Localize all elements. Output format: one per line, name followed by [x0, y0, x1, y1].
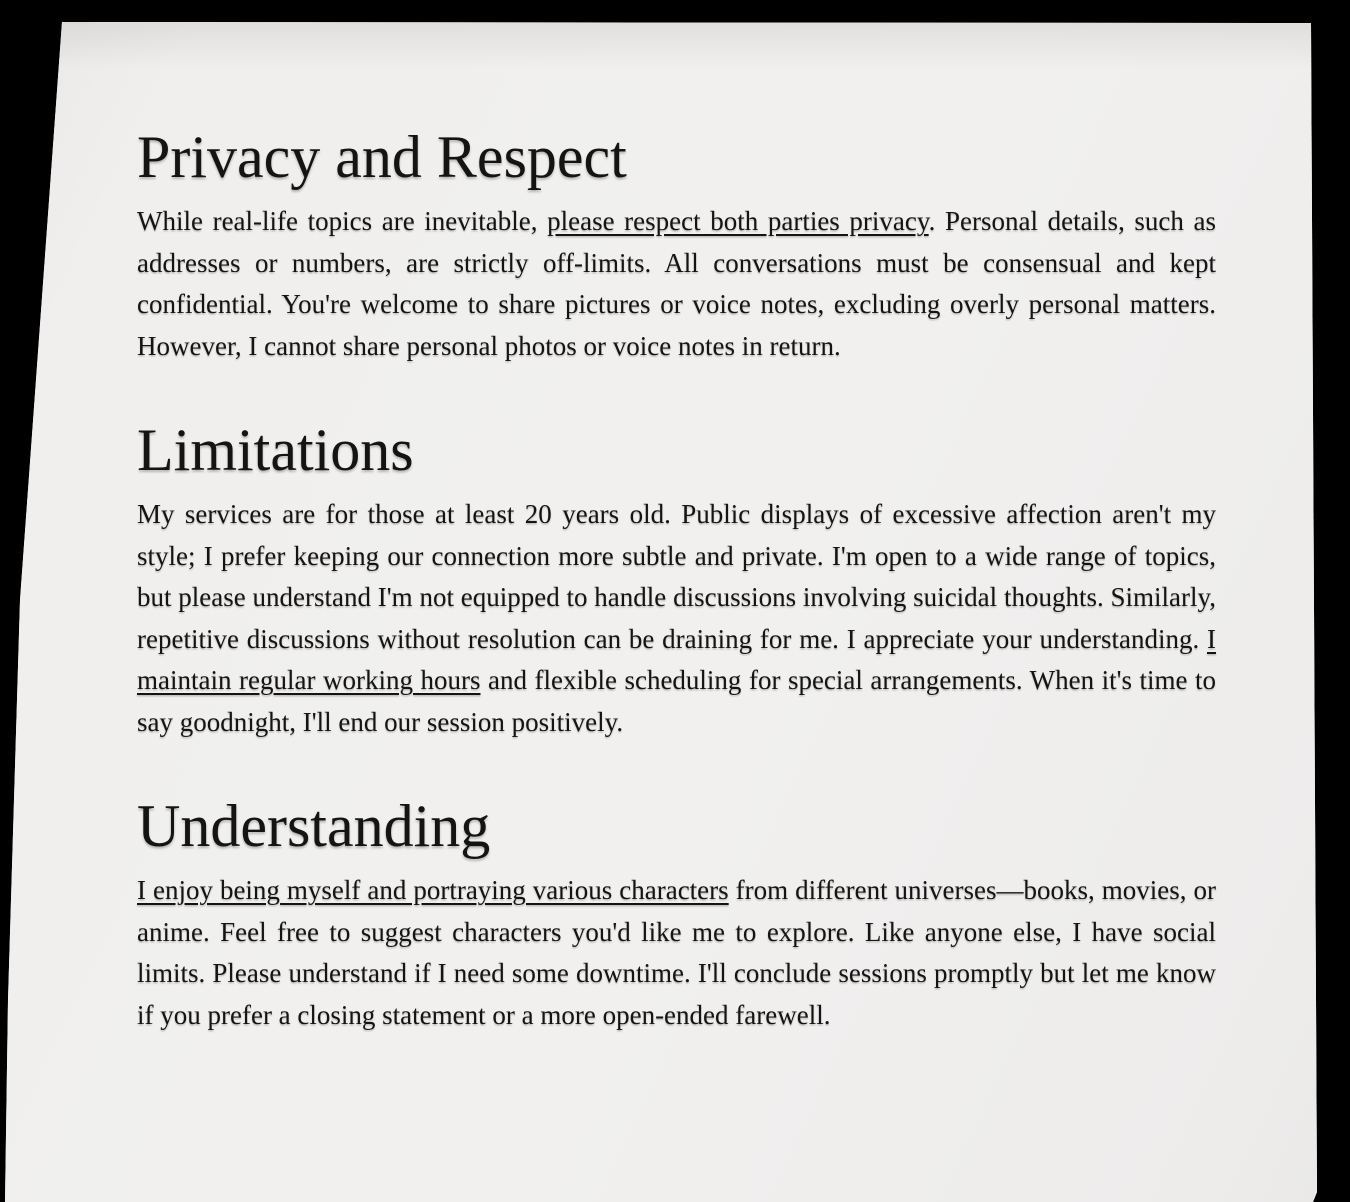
section-heading-understanding: Understanding — [137, 793, 491, 859]
section-heading-privacy-and-respect: Privacy and Respect — [137, 124, 627, 190]
underlined-phrase: I maintain regular working hours — [137, 623, 1216, 695]
paragraph-understanding — [137, 870, 1216, 1036]
paragraph-limitations — [137, 494, 1216, 743]
underlined-phrase: please respect both parties privacy — [547, 206, 929, 236]
section-understanding — [137, 793, 1216, 1036]
text-run: and flexible scheduling for special arrangements. When it's time to say goodnight, I'll end our session positively. — [137, 665, 1216, 737]
page-content — [137, 124, 1216, 1036]
paragraph-privacy-and-respect — [137, 201, 1216, 367]
section-heading-limitations: Limitations — [137, 417, 414, 483]
text-run: My services are for those at least 20 years old. Public displays of excessive affection aren't my style; I prefer keeping our connection more subtle and private. I'm open to a wide range of topics, but please understand I'm not equipped to handle discussions involving suicidal thoughts. Similarly, repetitive discussions without resolution can be draining for me. I appreciate your understanding. — [137, 499, 1216, 654]
underlined-phrase: I enjoy being myself and portraying various characters — [137, 875, 729, 905]
text-run: from different universes—books, movies, or anime. Feel free to suggest characters you'd like me to explore. Like anyone else, I have social limits. Please understand if I need some downtime. I'll conclude sessions promptly but let me know if you prefer a closing statement or a more open-ended farewell. — [137, 875, 1216, 1030]
section-privacy-and-respect — [137, 124, 1216, 367]
text-run: While real-life topics are inevitable, — [137, 206, 548, 236]
section-limitations — [137, 417, 1216, 743]
text-run: . Personal details, such as addresses or numbers, are strictly off-limits. All conversations must be consensual and kept confidential. You're welcome to share pictures or voice notes, excluding overly personal matters. However, I cannot share personal photos or voice notes in return. — [137, 206, 1217, 361]
